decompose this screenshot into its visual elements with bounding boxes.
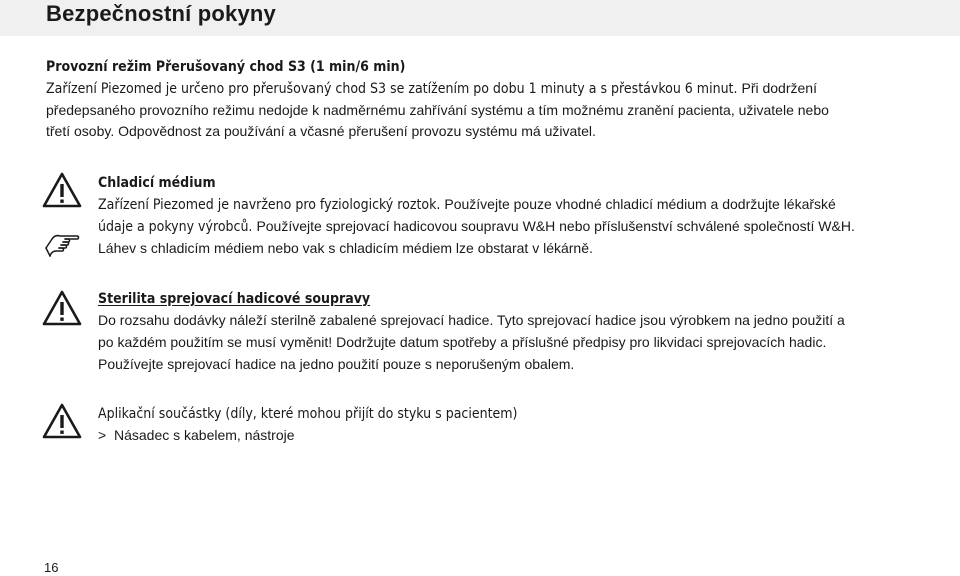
warning-triangle-icon [42,403,82,439]
coolant-line-1a: Zařízení Piezomed je navrženo pro fyziologický roztok. [98,197,445,213]
coolant-line-2 [98,216,928,238]
coolant-line-2a: údaje a pokyny výrobců. [98,219,257,235]
operating-mode-heading: Provozní režim Přerušovaný chod S3 (1 min/6 min) [46,59,406,75]
sterility-line-2b: Dodržujte datum spotřeby a příslušné předpisy pro likvidaci sprejovacích hadic. [336,334,827,350]
applied-parts-item-text: Násadec s kabelem, nástroje [113,427,295,443]
operating-mode-line-3 [46,121,926,143]
coolant-heading: Chladicí médium [98,175,216,191]
warning-triangle-icon [42,290,82,326]
operating-mode-line-3b: Odpovědnost za používání a včasné přerušení provozu systému má uživatel. [118,123,596,139]
operating-mode-line-1 [46,78,926,100]
sterility-line-2a: po každém použitím se musí vyměnit! [98,334,337,350]
coolant-line-2b: Používejte sprejovací hadicovou soupravu W&H nebo příslušenství schválené společností W&H. [256,218,855,234]
operating-mode-line-3a: třetí osoby. [46,123,119,139]
applied-parts-item [98,425,928,446]
operating-mode-section [46,57,926,143]
list-marker: > [98,427,107,443]
sterility-section [98,289,928,375]
warning-triangle-icon [42,172,82,208]
applied-parts-heading: Aplikační součástky (díly, které mohou přijít do styku s pacientem) [98,406,518,422]
coolant-line-1 [98,194,928,216]
operating-mode-line-2: předepsaného provozního režimu nedojde k nadměrnému zahřívání systému a tím možnému zranění pacienta, uživatele nebo [46,102,829,118]
page-title: Bezpečnostní pokyny [46,1,276,26]
sterility-line-3: Používejte sprejovací hadice na jedno použití pouze s neporušeným obalem. [98,356,575,372]
coolant-line-1b: Používejte pouze vhodné chladicí médium a dodržujte lékařské [444,196,836,212]
coolant-line-3: Láhev s chladicím médiem nebo vak s chladicím médiem lze obstarat v lékárně. [98,240,593,256]
applied-parts-section [98,404,928,446]
sterility-line-1b: Tyto sprejovací hadice jsou výrobkem na jedno použití a [496,312,845,328]
page-number: 16 [44,560,59,575]
operating-mode-line-1a: Zařízení Piezomed je určeno pro přerušovaný chod S3 se zatížením po dobu 1 minuty a s přestávkou 6 minut. [46,81,742,97]
pointing-hand-icon [44,228,82,262]
sterility-line-2 [98,332,928,354]
sterility-line-1 [98,310,928,332]
operating-mode-line-1b: Při dodržení [741,80,817,96]
sterility-heading: Sterilita sprejovací hadicové soupravy [98,291,371,307]
coolant-section [98,173,928,259]
sterility-line-1a: Do rozsahu dodávky náleží sterilně zabalené sprejovací hadice. [98,312,497,328]
